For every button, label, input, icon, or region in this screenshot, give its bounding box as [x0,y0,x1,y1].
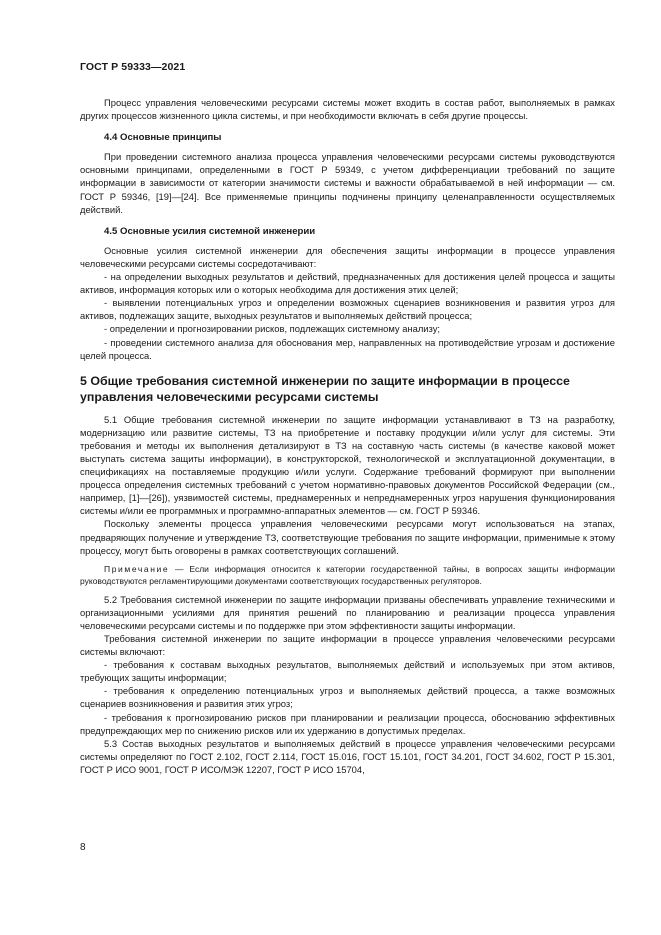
section-4-5-item: - выявлении потенциальных угроз и определении возможных сценариев возникновения и развития угроз для активов, подлежащих защите, выходных результатов и выполняемых действий процесса; [80,297,615,322]
section-4-5-heading: 4.5 Основные усилия системной инженерии [104,225,316,237]
section-4-4-paragraph: При проведении системного анализа процесса управления человеческими ресурсами системы руководствуются основными принципами, определенными в ГОСТ Р 59349, с учетом дифференциации требований по защите информации в зависимости от категории значимости системы и важности обрабатываемой в ней информации — см. ГОСТ Р 59346, [19]—[24]. Все применяемые принципы подчинены принципу целенаправленности осуществляемых действий. [80,151,615,215]
section-5-2-item: - требования к прогнозированию рисков при планировании и реализации процесса, обоснованию эффективных предупреждающих мер по снижению рисков или их удержанию в допустимых пределах. [80,711,615,736]
section-5-1-paragraph: 5.1 Общие требования системной инженерии по защите информации устанавливают в ТЗ на разработку, модернизацию или развитие системы, ТЗ на приобретение и поставку продукции и/или услуг для системы. Эти требования и методы их выполнения детализируют в ТЗ на составную часть системы (в качестве каковой может выступать система защиты информации), в конструкторской, технологической и эксплуатационной документации, в спецификациях на поставляемые продукцию и/или услуги. Содержание требований формируют при выполнении процесса определения системных требований с учетом нормативно-правовых документов Российской Федерации (см., например, [1]—[26]), уязвимостей системы, преднамеренных и непреднамеренных угроз нарушения функционирования системы и/или ее программных и программно-аппаратных элементов — см. ГОСТ Р 59346. [80,413,615,517]
section-5-1-paragraph-b: Поскольку элементы процесса управления человеческими ресурсами могут использоваться на этапах, предваряющих получение и утверждение ТЗ, соответствующие требования по защите информации, применимые к этому процессу, могут быть оговорены в рамках соответствующих соглашений. [80,518,615,556]
section-5-3-paragraph: 5.3 Состав выходных результатов и выполняемых действий в процессе управления человеческими ресурсами системы определяют по ГОСТ 2.102, ГОСТ 2.114, ГОСТ 15.016, ГОСТ 15.101, ГОСТ 34.201, ГОСТ 34.602, ГОСТ Р 15.301, ГОСТ Р ИСО 9001, ГОСТ Р ИСО/МЭК 12207, ГОСТ Р ИСО 15704, [80,737,615,775]
section-4-5-item: - проведении системного анализа для обоснования мер, направленных на противодействие угрозам и достижение целей процесса. [80,336,615,361]
note-block [80,563,615,587]
section-5-2-item: - требования к определению потенциальных угроз и выполняемых действий процесса, а также возможных сценариев возникновения и развития этих угроз; [80,685,615,710]
note-label: Примечание [104,563,170,574]
note-text: — Если информация относится к категории государственной тайны, в вопросах защиты информации руководствуются регламентирующими документами соответствующих государственных регуляторов. [80,563,615,586]
section-5-2-item: - требования к составам выходных результатов, выполняемых действий и используемых при этом активов, требующих защиты информации; [80,659,615,684]
intro-paragraph: Процесс управления человеческими ресурсами системы может входить в состав работ, выполняемых в рамках других процессов жизненного цикла системы, и при необходимости включать в себя другие процессы. [80,97,615,122]
section-4-5-item: - определении и прогнозировании рисков, подлежащих системному анализу; [104,323,441,335]
section-4-5-lead: Основные усилия системной инженерии для обеспечения защиты информации в процессе управления человеческими ресурсами системы сосредотачивают: [80,244,615,269]
section-4-5-item: - на определении выходных результатов и действий, предназначенных для достижения целей процесса и защиты активов, информация которых или о которых необходима для достижения этих целей; [80,271,615,296]
section-5-2-paragraph: 5.2 Требования системной инженерии по защите информации призваны обеспечивать управление техническими и организационными усилиями для принятия решений по планированию и реализации процесса управления человеческими ресурсами системы и по поддержке при этом эффективности защиты информации. [80,593,615,631]
section-4-4-heading: 4.4 Основные принципы [104,132,222,144]
document-body [80,96,615,776]
document-code-header: ГОСТ Р 59333—2021 [80,61,186,73]
section-5-heading: 5 Общие требования системной инженерии по защите информации в процессе управления человеческими ресурсами системы [80,373,570,404]
page-number: 8 [80,842,86,853]
section-5-2-lead: Требования системной инженерии по защите информации в процессе управления человеческими ресурсами системы включают: [80,633,615,658]
